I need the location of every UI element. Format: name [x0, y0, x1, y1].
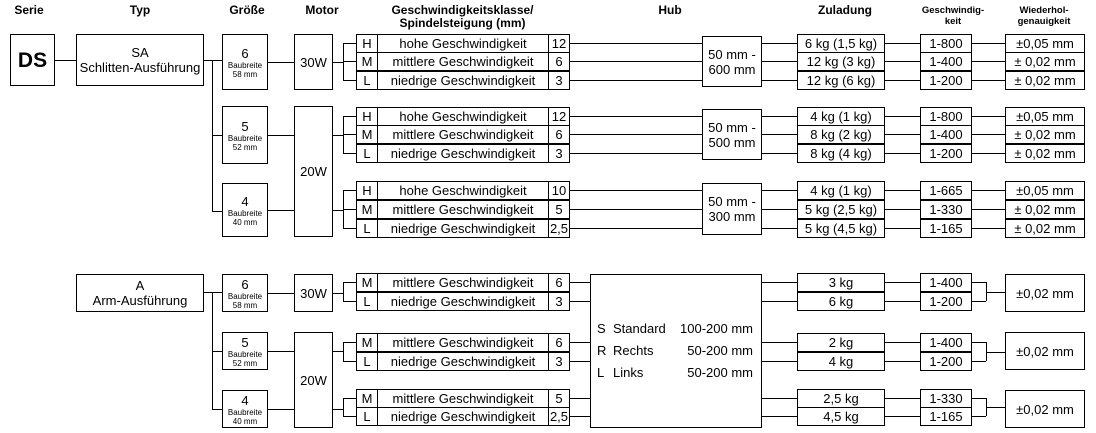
size-number: 6	[241, 45, 249, 61]
size-label: Baubreite	[227, 291, 263, 301]
size-number: 4	[241, 193, 249, 209]
load-value: 6 kg (1,5 kg)	[797, 34, 885, 53]
connector-line	[343, 134, 356, 135]
stroke-box	[702, 109, 762, 160]
stroke-box	[702, 36, 762, 87]
speed-class-code: L	[356, 352, 378, 371]
connector-line	[972, 416, 986, 417]
connector-line	[885, 134, 920, 135]
speed-class-code: L	[356, 292, 378, 311]
speed-class-label: hohe Geschwindigkeit	[377, 34, 549, 53]
speed-class-label: mittlere Geschwindigkeit	[377, 200, 549, 219]
connector-line	[885, 80, 920, 81]
size-box	[222, 34, 268, 90]
header-serie: Serie	[14, 3, 44, 17]
header-geschwindigkeit: Geschwindig- keit	[921, 5, 985, 27]
speed-class-code: L	[356, 71, 378, 90]
connector-line	[333, 293, 343, 294]
repeatability-value: ± 0,02 mm	[1005, 144, 1085, 163]
connector-line	[885, 209, 920, 210]
type-code: A	[135, 278, 145, 293]
stroke-max: 300 mm	[708, 209, 756, 224]
speed-value: 1-800	[920, 107, 972, 126]
speed-value: 1-400	[920, 125, 972, 144]
speed-value: 1-165	[920, 407, 972, 426]
connector-line	[268, 351, 294, 352]
connector-line	[885, 361, 920, 362]
stroke-box	[702, 183, 762, 235]
connector-line	[885, 282, 920, 283]
connector-line	[762, 116, 797, 117]
connector-line	[972, 209, 1005, 210]
stroke-variant-range: 50-200 mm	[687, 343, 753, 358]
type-code: SA	[131, 45, 149, 60]
connector-line	[762, 190, 797, 191]
connector-line	[268, 210, 294, 211]
speed-class-code: M	[356, 389, 378, 408]
stroke-min: 50 mm -	[708, 194, 756, 209]
connector-line	[268, 62, 294, 63]
size-box	[222, 183, 268, 237]
load-value: 8 kg (2 kg)	[797, 125, 885, 144]
motor-box: 20W	[294, 106, 333, 237]
connector-line	[762, 301, 797, 302]
repeatability-value: ±0,05 mm	[1005, 34, 1085, 53]
connector-line	[570, 301, 590, 302]
speed-class-code: M	[356, 52, 378, 71]
connector-line	[972, 61, 1005, 62]
size-box	[222, 274, 268, 312]
connector-line	[343, 282, 356, 283]
connector-line	[885, 116, 920, 117]
spindle-pitch: 10	[548, 181, 570, 200]
load-value: 6 kg	[797, 292, 885, 311]
speed-class-code: H	[356, 34, 378, 53]
connector-line	[885, 43, 920, 44]
connector-line	[333, 62, 343, 63]
serie-box: DS	[10, 34, 55, 86]
speed-value: 1-665	[920, 181, 972, 200]
connector-line	[570, 228, 702, 229]
connector-line	[885, 342, 920, 343]
connector-line	[343, 361, 356, 362]
size-label: Baubreite	[227, 407, 263, 417]
connector-line	[570, 416, 590, 417]
speed-value: 1-200	[920, 292, 972, 311]
repeatability-value: ±0,05 mm	[1005, 181, 1085, 200]
spindle-pitch: 12	[548, 34, 570, 53]
speed-class-label: niedrige Geschwindigkeit	[377, 71, 549, 90]
speed-class-label: mittlere Geschwindigkeit	[377, 52, 549, 71]
connector-line	[972, 134, 1005, 135]
connector-line	[268, 293, 294, 294]
connector-line	[972, 342, 986, 343]
motor-box: 30W	[294, 34, 333, 90]
repeatability-value: ±0,02 mm	[1005, 274, 1085, 312]
connector-line	[972, 116, 1005, 117]
connector-line	[972, 398, 986, 399]
speed-class-code: M	[356, 273, 378, 292]
load-value: 4 kg (1 kg)	[797, 107, 885, 126]
connector-line	[204, 292, 222, 293]
stroke-variant-code: L	[597, 365, 605, 380]
connector-line	[570, 43, 702, 44]
size-width: 40 mm	[232, 416, 258, 426]
spindle-pitch: 5	[548, 389, 570, 408]
connector-line	[972, 282, 986, 283]
size-width: 58 mm	[232, 69, 258, 79]
type-box-arm	[76, 274, 204, 312]
motor-box: 20W	[294, 332, 333, 428]
connector-line	[885, 416, 920, 417]
connector-line	[762, 228, 797, 229]
speed-class-code: L	[356, 407, 378, 426]
spindle-pitch: 3	[548, 352, 570, 371]
stroke-variant-name: Links	[613, 365, 644, 380]
size-box	[222, 332, 268, 370]
size-box	[222, 390, 268, 428]
connector-line	[343, 43, 356, 44]
speed-class-label: mittlere Geschwindigkeit	[377, 389, 549, 408]
speed-class-label: mittlere Geschwindigkeit	[377, 273, 549, 292]
repeatability-value: ± 0,02 mm	[1005, 125, 1085, 144]
load-value: 2 kg	[797, 333, 885, 352]
connector-line	[762, 361, 797, 362]
load-value: 5 kg (2,5 kg)	[797, 200, 885, 219]
size-width: 52 mm	[232, 358, 258, 368]
connector-line	[762, 416, 797, 417]
connector-line	[570, 134, 702, 135]
connector-line	[762, 398, 797, 399]
motor-box: 30W	[294, 274, 333, 312]
connector-line	[343, 228, 356, 229]
repeatability-value: ± 0,02 mm	[1005, 200, 1085, 219]
stroke-variant-range: 50-200 mm	[687, 365, 753, 380]
repeatability-value: ± 0,02 mm	[1005, 219, 1085, 238]
connector-line	[885, 228, 920, 229]
connector-line	[570, 80, 702, 81]
spindle-pitch: 3	[548, 71, 570, 90]
connector-line	[343, 190, 356, 191]
connector-line	[333, 351, 343, 352]
stroke-variant-range: 100-200 mm	[680, 321, 753, 336]
connector-line	[762, 282, 797, 283]
load-value: 2,5 kg	[797, 389, 885, 408]
type-name: Schlitten-Ausführung	[79, 60, 201, 75]
spindle-pitch: 6	[548, 273, 570, 292]
connector-line	[762, 134, 797, 135]
stroke-max: 600 mm	[708, 61, 756, 77]
speed-value: 1-200	[920, 71, 972, 90]
load-value: 4 kg (1 kg)	[797, 181, 885, 200]
stroke-max: 500 mm	[708, 134, 756, 150]
speed-class-code: H	[356, 107, 378, 126]
connector-line	[343, 301, 356, 302]
spindle-pitch: 6	[548, 333, 570, 352]
connector-line	[885, 153, 920, 154]
size-box	[222, 106, 268, 164]
stroke-min: 50 mm -	[708, 119, 756, 135]
speed-class-label: niedrige Geschwindigkeit	[377, 219, 549, 238]
size-number: 5	[241, 118, 249, 134]
connector-line	[570, 61, 702, 62]
speed-class-label: niedrige Geschwindigkeit	[377, 352, 549, 371]
connector-line	[972, 80, 1005, 81]
speed-class-label: mittlere Geschwindigkeit	[377, 333, 549, 352]
speed-class-label: niedrige Geschwindigkeit	[377, 144, 549, 163]
spindle-pitch: 5	[548, 200, 570, 219]
connector-line	[570, 361, 590, 362]
connector-line	[570, 398, 590, 399]
connector-line	[986, 292, 1005, 293]
spindle-pitch: 2,5	[549, 409, 569, 424]
spindle-pitch: 12	[548, 107, 570, 126]
connector-line	[343, 116, 356, 117]
connector-line	[762, 209, 797, 210]
speed-class-code: L	[356, 219, 378, 238]
connector-line	[762, 80, 797, 81]
speed-value: 1-165	[920, 219, 972, 238]
speed-value: 1-330	[920, 389, 972, 408]
header-wiederhol: Wiederhol- genauigkeit	[1017, 5, 1071, 27]
connector-line	[762, 153, 797, 154]
speed-class-code: H	[356, 181, 378, 200]
speed-value: 1-330	[920, 200, 972, 219]
spindle-pitch: 3	[548, 144, 570, 163]
spindle-pitch: 6	[548, 52, 570, 71]
connector-line	[204, 60, 222, 61]
connector-line	[972, 190, 1005, 191]
size-width: 40 mm	[232, 217, 258, 227]
speed-value: 1-200	[920, 144, 972, 163]
size-label: Baubreite	[227, 60, 263, 70]
size-label: Baubreite	[227, 349, 263, 359]
connector-line	[762, 61, 797, 62]
connector-line	[972, 153, 1005, 154]
stroke-variant-code: S	[597, 321, 606, 336]
repeatability-value: ±0,05 mm	[1005, 107, 1085, 126]
connector-line	[333, 409, 343, 410]
size-label: Baubreite	[227, 208, 263, 218]
header-typ: Typ	[129, 3, 151, 17]
load-value: 8 kg (4 kg)	[797, 144, 885, 163]
repeatability-value: ± 0,02 mm	[1005, 71, 1085, 90]
header-groesse: Größe	[229, 3, 265, 17]
connector-line	[343, 153, 356, 154]
spindle-pitch: 6	[548, 125, 570, 144]
spindle-pitch: 3	[548, 292, 570, 311]
connector-line	[343, 61, 356, 62]
connector-line	[972, 43, 1005, 44]
stroke-variant-name: Rechts	[613, 343, 654, 358]
connector-line	[212, 409, 222, 410]
load-value: 12 kg (3 kg)	[797, 52, 885, 71]
connector-line	[212, 135, 222, 136]
stroke-min: 50 mm -	[708, 46, 756, 62]
stroke-variant-name: Standard	[613, 321, 666, 336]
speed-value: 1-800	[920, 34, 972, 53]
connector-line	[986, 352, 1005, 353]
spindle-pitch: 2,5	[549, 221, 569, 236]
connector-line	[885, 398, 920, 399]
header-zuladung: Zuladung	[818, 3, 872, 17]
speed-value: 1-400	[920, 273, 972, 292]
header-motor: Motor	[305, 3, 339, 17]
connector-line	[343, 282, 344, 301]
connector-line	[972, 361, 986, 362]
connector-line	[343, 342, 356, 343]
load-value: 5 kg (4,5 kg)	[797, 219, 885, 238]
connector-line	[972, 228, 1005, 229]
connector-line	[343, 209, 356, 210]
connector-line	[343, 80, 356, 81]
arm-stroke-box	[590, 274, 762, 428]
connector-line	[570, 153, 702, 154]
load-value: 3 kg	[797, 273, 885, 292]
header-hub: Hub	[658, 3, 682, 17]
repeatability-value: ±0,02 mm	[1005, 332, 1085, 370]
stroke-variant-code: R	[597, 343, 607, 358]
connector-line	[343, 342, 344, 361]
speed-class-code: M	[356, 200, 378, 219]
speed-value: 1-400	[920, 333, 972, 352]
load-value: 4,5 kg	[797, 407, 885, 426]
connector-line	[570, 116, 702, 117]
connector-line	[570, 209, 702, 210]
header-geschw: Geschwindigkeitsklasse/ Spindelsteigung (mm)	[391, 3, 534, 30]
speed-class-label: mittlere Geschwindigkeit	[377, 125, 549, 144]
speed-class-label: hohe Geschwindigkeit	[377, 181, 549, 200]
size-width: 58 mm	[232, 300, 258, 310]
connector-line	[212, 211, 222, 212]
type-name: Arm-Ausführung	[92, 293, 188, 308]
connector-line	[268, 135, 294, 136]
connector-line	[268, 409, 294, 410]
connector-line	[762, 342, 797, 343]
connector-line	[972, 301, 986, 302]
connector-line	[343, 398, 344, 416]
speed-class-code: M	[356, 125, 378, 144]
type-box-sa	[76, 34, 204, 86]
speed-class-code: M	[356, 333, 378, 352]
connector-line	[986, 407, 1005, 408]
speed-class-label: hohe Geschwindigkeit	[377, 107, 549, 126]
connector-line	[333, 210, 343, 211]
speed-value: 1-400	[920, 52, 972, 71]
speed-class-code: L	[356, 144, 378, 163]
connector-line	[885, 301, 920, 302]
size-width: 52 mm	[232, 142, 258, 152]
connector-line	[570, 282, 590, 283]
connector-line	[55, 60, 76, 61]
speed-value: 1-200	[920, 352, 972, 371]
connector-line	[343, 416, 356, 417]
connector-line	[570, 342, 590, 343]
repeatability-value: ± 0,02 mm	[1005, 52, 1085, 71]
connector-line	[212, 351, 222, 352]
speed-class-label: niedrige Geschwindigkeit	[377, 407, 549, 426]
repeatability-value: ±0,02 mm	[1005, 390, 1085, 428]
connector-line	[885, 61, 920, 62]
load-value: 12 kg (6 kg)	[797, 71, 885, 90]
connector-line	[762, 43, 797, 44]
size-number: 6	[241, 276, 249, 292]
speed-class-label: niedrige Geschwindigkeit	[377, 292, 549, 311]
connector-line	[343, 398, 356, 399]
size-number: 5	[241, 334, 249, 350]
size-number: 4	[241, 392, 249, 408]
load-value: 4 kg	[797, 352, 885, 371]
size-label: Baubreite	[227, 133, 263, 143]
connector-line	[570, 190, 702, 191]
connector-line	[333, 135, 343, 136]
connector-line	[885, 190, 920, 191]
